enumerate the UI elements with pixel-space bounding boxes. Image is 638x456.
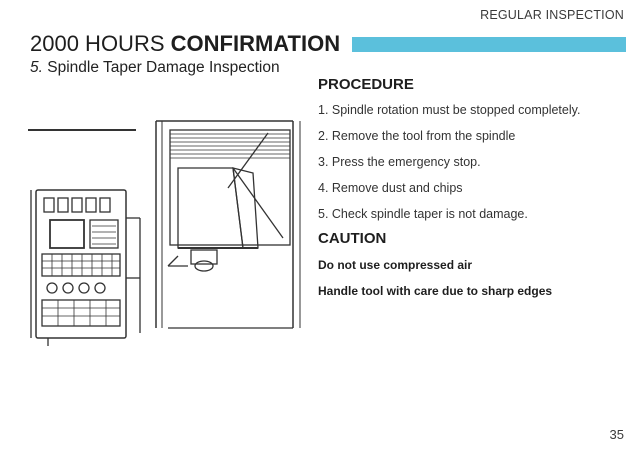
page-title: [30, 30, 340, 58]
title-normal: 2000 HOURS: [30, 31, 171, 56]
page-number: 35: [609, 427, 624, 442]
procedure-step: 4. Remove dust and chips: [318, 181, 463, 195]
title-row: [30, 30, 626, 58]
procedure-step: 3. Press the emergency stop.: [318, 155, 481, 169]
header-section-label: REGULAR INSPECTION: [480, 8, 624, 22]
subtitle-text: Spindle Taper Damage Inspection: [42, 59, 280, 76]
procedure-step: 1. Spindle rotation must be stopped completely.: [318, 103, 581, 117]
title-accent-bar: [352, 37, 626, 52]
subtitle-number: 5.: [30, 59, 43, 76]
caution-item: Do not use compressed air: [318, 258, 473, 272]
procedure-step: 2. Remove the tool from the spindle: [318, 129, 516, 143]
subtitle: [30, 59, 280, 77]
procedure-steps: [318, 102, 580, 232]
procedure-heading: PROCEDURE: [318, 76, 414, 93]
caution-items: [318, 257, 552, 309]
title-bold: CONFIRMATION: [170, 31, 341, 56]
caution-item: Handle tool with care due to sharp edges: [318, 284, 553, 298]
caution-heading: CAUTION: [318, 230, 387, 247]
procedure-step: 5. Check spindle taper is not damage.: [318, 207, 528, 221]
machine-illustration: [28, 78, 318, 368]
